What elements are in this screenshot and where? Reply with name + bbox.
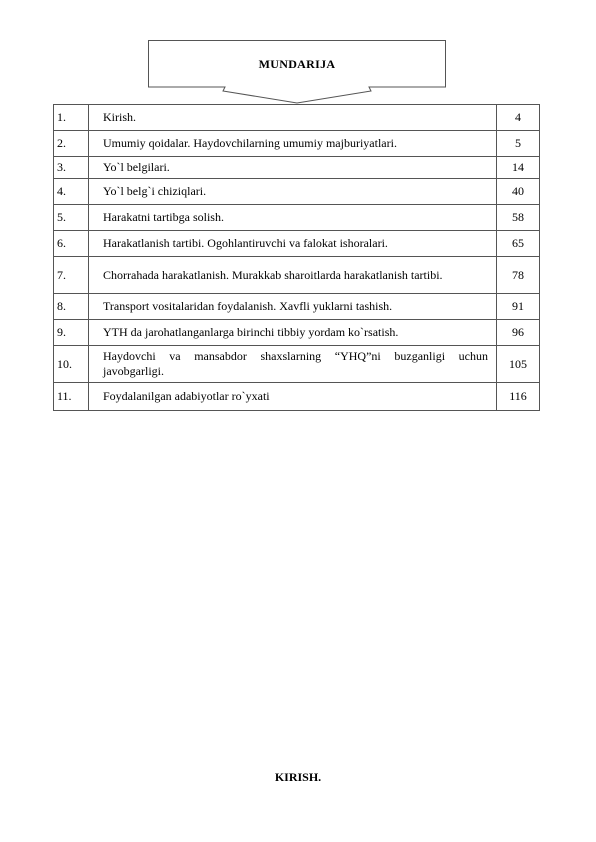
item-page: 91 [497, 294, 540, 320]
item-number: 6. [54, 231, 89, 257]
table-of-contents [53, 104, 540, 411]
item-title: Umumiy qoidalar. Haydovchilarning umumiy majburiyatlari. [89, 131, 497, 157]
item-number: 2. [54, 131, 89, 157]
item-number: 8. [54, 294, 89, 320]
item-page: 65 [497, 231, 540, 257]
callout-arrow-shape [148, 40, 446, 104]
item-number: 7. [54, 257, 89, 294]
table-row [54, 179, 540, 205]
item-page: 5 [497, 131, 540, 157]
title-callout-box [148, 40, 446, 104]
section-heading: KIRISH. [274, 770, 322, 784]
item-number: 4. [54, 179, 89, 205]
item-number: 9. [54, 320, 89, 346]
item-page: 116 [497, 383, 540, 411]
item-number: 5. [54, 205, 89, 231]
item-page: 78 [497, 257, 540, 294]
table-row [54, 294, 540, 320]
table-row [54, 257, 540, 294]
table-row [54, 320, 540, 346]
table-row [54, 157, 540, 179]
item-title: Foydalanilgan adabiyotlar ro`yxati [89, 383, 497, 411]
table-row [54, 346, 540, 383]
table-row [54, 105, 540, 131]
item-title: Harakatlanish tartibi. Ogohlantiruvchi va falokat ishoralari. [89, 231, 497, 257]
table-row [54, 231, 540, 257]
item-title: Chorrahada harakatlanish. Murakkab sharoitlarda harakatlanish tartibi. [89, 257, 497, 294]
item-number: 1. [54, 105, 89, 131]
item-number: 10. [54, 346, 89, 383]
item-number: 3. [54, 157, 89, 179]
item-title: Yo`l belgilari. [89, 157, 497, 179]
item-title: Harakatni tartibga solish. [89, 205, 497, 231]
item-page: 14 [497, 157, 540, 179]
item-title: Kirish. [89, 105, 497, 131]
item-page: 105 [497, 346, 540, 383]
item-title: Transport vositalaridan foydalanish. Xavfli yuklarni tashish. [89, 294, 497, 320]
item-page: 40 [497, 179, 540, 205]
item-page: 4 [497, 105, 540, 131]
item-number: 11. [54, 383, 89, 411]
item-title: YTH da jarohatlanganlarga birinchi tibbiy yordam ko`rsatish. [89, 320, 497, 346]
table-row [54, 131, 540, 157]
item-page: 58 [497, 205, 540, 231]
item-title: Haydovchi va mansabdor shaxslarning “YHQ”ni buzganligi uchun javobgarligi. [89, 346, 497, 383]
item-title: Yo`l belg`i chiziqlari. [89, 179, 497, 205]
item-page: 96 [497, 320, 540, 346]
table-row [54, 205, 540, 231]
contents-heading: MUNDARIJA [258, 57, 336, 71]
table-row [54, 383, 540, 411]
